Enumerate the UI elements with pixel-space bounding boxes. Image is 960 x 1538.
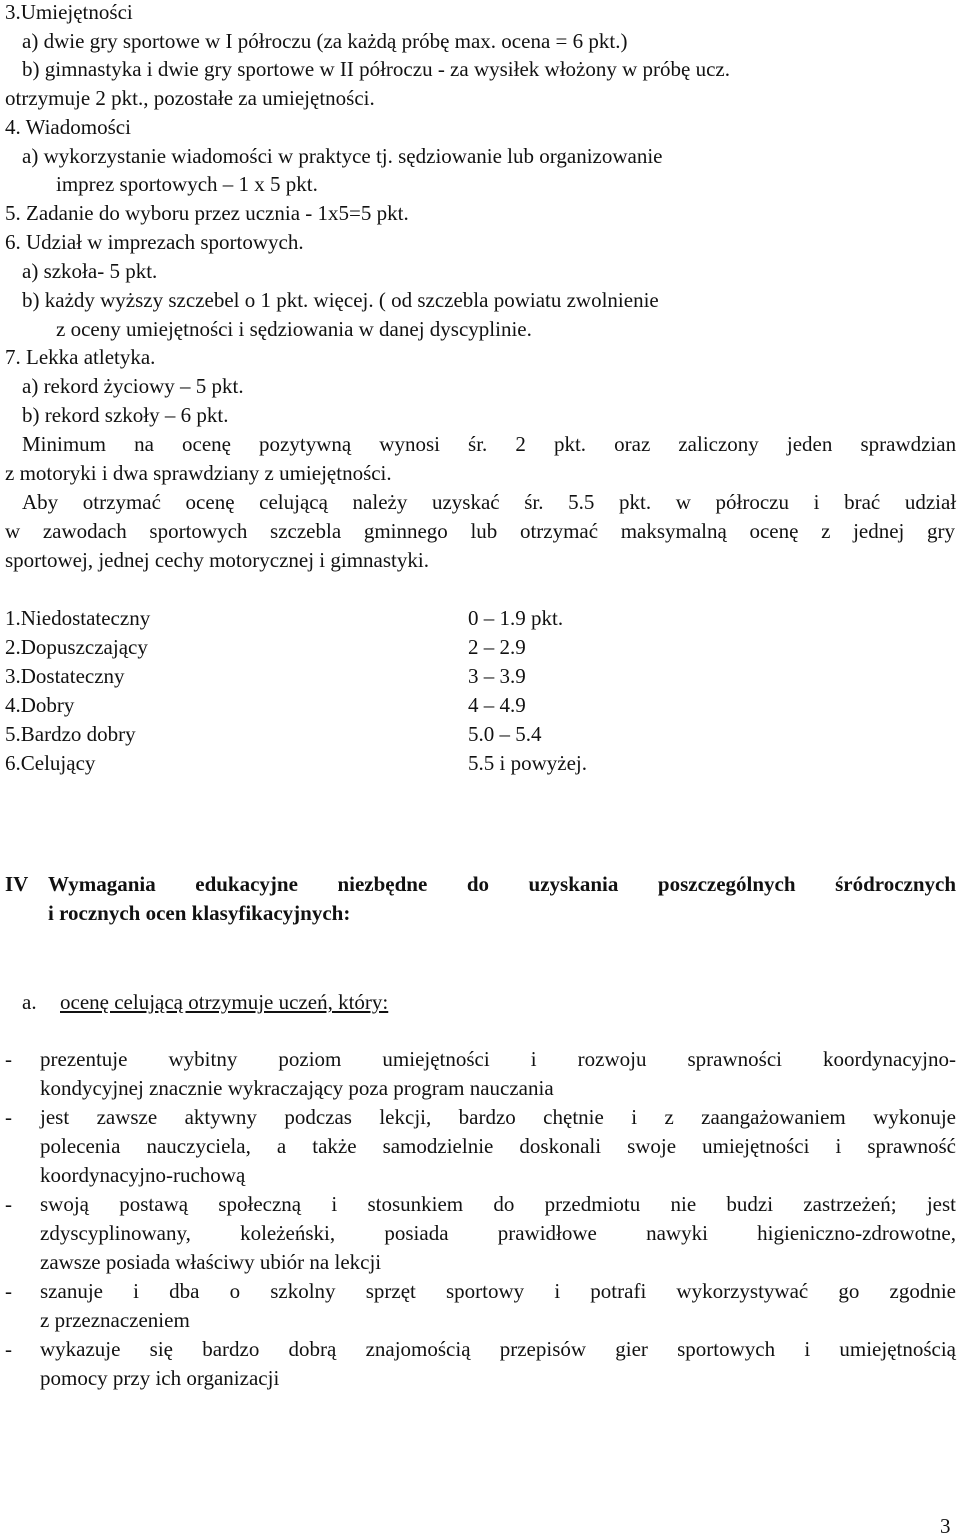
section-3-item-a: a) dwie gry sportowe w I półroczu (za każdą próbę max. ocena = 6 pkt.)	[22, 29, 628, 53]
heading-number: IV	[5, 872, 29, 896]
section-5-title: 5. Zadanie do wyboru przez ucznia - 1x5=5 pkt.	[5, 201, 409, 225]
minimum-line-1: Minimum na ocenę pozytywną wynosi śr. 2 pkt. oraz zaliczony jeden sprawdzian	[22, 432, 957, 456]
bullet-2-line-2: polecenia nauczyciela, a także samodzielnie doskonali swoje umiejętności i sprawność	[40, 1134, 956, 1158]
section-7-item-a: a) rekord życiowy – 5 pkt.	[22, 374, 244, 398]
bullet-4-line-2: z przeznaczeniem	[40, 1308, 190, 1332]
grade-name: 3.Dostateczny	[5, 664, 125, 688]
page-number: 3	[940, 1514, 951, 1538]
section-4-title: 4. Wiadomości	[5, 115, 131, 139]
bullet-dash: -	[5, 1337, 12, 1361]
grade-range: 0 – 1.9 pkt.	[468, 606, 564, 630]
heading-line-2: i rocznych ocen klasyfikacyjnych:	[48, 901, 351, 925]
bullet-dash: -	[5, 1192, 12, 1216]
bullet-dash: -	[5, 1279, 12, 1303]
minimum-line-2: z motoryki i dwa sprawdziany z umiejętności.	[5, 461, 392, 485]
section-6-item-a: a) szkoła- 5 pkt.	[22, 259, 158, 283]
section-7-title: 7. Lekka atletyka.	[5, 345, 156, 369]
grade-name: 4.Dobry	[5, 693, 75, 717]
bullet-3-line-1: swoją postawą społeczną i stosunkiem do przedmiotu nie budzi zastrzeżeń; jest	[40, 1192, 956, 1216]
grade-name: 1.Niedostateczny	[5, 606, 151, 630]
bullet-3-line-3: zawsze posiada właściwy ubiór na lekcji	[40, 1250, 382, 1274]
bullet-5-line-2: pomocy przy ich organizacji	[40, 1366, 280, 1390]
section-4-item-a-line2: imprez sportowych – 1 x 5 pkt.	[56, 172, 318, 196]
section-3-title: 3.Umiejętności	[5, 0, 133, 24]
bullet-2-line-1: jest zawsze aktywny podczas lekcji, bardzo chętnie i z zaangażowaniem wykonuje	[40, 1105, 956, 1129]
grade-range: 2 – 2.9	[468, 635, 526, 659]
section-6-title: 6. Udział w imprezach sportowych.	[5, 230, 304, 254]
section-6-item-b-line2: z oceny umiejętności i sędziowania w danej dyscyplinie.	[56, 317, 532, 341]
heading-line-1: Wymagania edukacyjne niezbędne do uzyskania poszczególnych śródrocznych	[48, 872, 957, 896]
bullet-dash: -	[5, 1105, 12, 1129]
section-4-item-a-line1: a) wykorzystanie wiadomości w praktyce tj. sędziowanie lub organizowanie	[22, 144, 663, 168]
grade-range: 5.5 i powyżej.	[468, 751, 587, 775]
grade-name: 6.Celujący	[5, 751, 96, 775]
grade-range: 5.0 – 5.4	[468, 722, 542, 746]
section-7-item-b: b) rekord szkoły – 6 pkt.	[22, 403, 229, 427]
bullet-4-line-1: szanuje i dba o szkolny sprzęt sportowy i potrafi wykorzystywać go zgodnie	[40, 1279, 956, 1303]
grade-range: 3 – 3.9	[468, 664, 526, 688]
subsection-letter: a.	[22, 990, 37, 1014]
section-3-item-b-line1: b) gimnastyka i dwie gry sportowe w II półroczu - za wysiłek włożony w próbę ucz.	[22, 57, 730, 81]
celujaca-line-3: sportowej, jednej cechy motorycznej i gimnastyki.	[5, 548, 429, 572]
section-6-item-b-line1: b) każdy wyższy szczebel o 1 pkt. więcej. ( od szczebla powiatu zwolnienie	[22, 288, 659, 312]
grade-name: 2.Dopuszczający	[5, 635, 148, 659]
celujaca-line-1: Aby otrzymać ocenę celującą należy uzyskać śr. 5.5 pkt. w półroczu i brać udział	[22, 490, 957, 514]
grade-range: 4 – 4.9	[468, 693, 526, 717]
bullet-1-line-2: kondycyjnej znacznie wykraczający poza program nauczania	[40, 1076, 554, 1100]
section-3-item-b-line2: otrzymuje 2 pkt., pozostałe za umiejętności.	[5, 86, 375, 110]
bullet-dash: -	[5, 1047, 12, 1071]
celujaca-line-2: w zawodach sportowych szczebla gminnego lub otrzymać maksymalną ocenę z jednej gry	[5, 519, 956, 543]
grade-name: 5.Bardzo dobry	[5, 722, 136, 746]
subsection-title: ocenę celującą otrzymuje uczeń, który:	[60, 990, 389, 1014]
bullet-5-line-1: wykazuje się bardzo dobrą znajomością przepisów gier sportowych i umiejętnością	[40, 1337, 956, 1361]
bullet-2-line-3: koordynacyjno-ruchową	[40, 1163, 246, 1187]
bullet-3-line-2: zdyscyplinowany, koleżeński, posiada prawidłowe nawyki higieniczno-zdrowotne,	[40, 1221, 956, 1245]
bullet-1-line-1: prezentuje wybitny poziom umiejętności i rozwoju sprawności koordynacyjno-	[40, 1047, 956, 1071]
